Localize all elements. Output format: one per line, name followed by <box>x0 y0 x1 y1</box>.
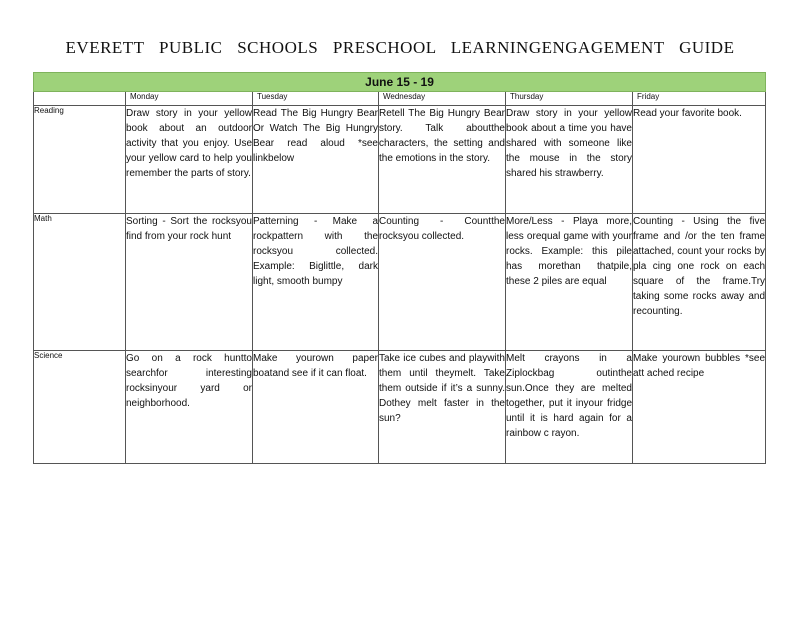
week-header <box>34 73 766 92</box>
table-row-math <box>34 214 766 351</box>
engagement-guide-table <box>33 72 766 464</box>
corner-cell <box>34 92 126 106</box>
activity-science-monday: Go on a rock huntto searchfor interesting rocksinyour yard or neighborhood. <box>126 351 253 464</box>
subject-math: Math <box>34 214 126 351</box>
table-row-science <box>34 351 766 464</box>
activity-math-friday: Counting - Using the five frame and /or the ten frame attached, count your rocks by pla cing one rock on each square of the frame.Try taking some rocks away and recounting. <box>633 214 766 351</box>
day-header-wednesday: Wednesday <box>379 92 506 106</box>
subject-science: Science <box>34 351 126 464</box>
activity-reading-thursday: Draw story in your yellow book about a time you have shared with someone like the mouse in the story shared his strawberry. <box>506 106 633 214</box>
activity-reading-wednesday: Retell The Big Hungry Bear story. Talk aboutthe characters, the setting and the emotions in the story. <box>379 106 506 214</box>
day-header-row <box>34 92 766 106</box>
activity-science-tuesday: Make yourown paper boatand see if it can float. <box>253 351 379 464</box>
activity-math-monday: Sorting - Sort the rocksyou find from your rock hunt <box>126 214 253 351</box>
day-header-tuesday: Tuesday <box>253 92 379 106</box>
day-header-thursday: Thursday <box>506 92 633 106</box>
activity-science-wednesday: Take ice cubes and playwith them until theymelt. Take them outside if it’s a sunny. Dothey melt faster in the sun? <box>379 351 506 464</box>
activity-reading-monday: Draw story in your yellow book about an outdoor activity that you enjoy. Use your yellow card to help you remember the parts of story. <box>126 106 253 214</box>
activity-math-thursday: More/Less - Playa more, less orequal game with your rocks. Example: this pile has morethan thatpile, these 2 piles are equal <box>506 214 633 351</box>
subject-reading: Reading <box>34 106 126 214</box>
day-header-monday: Monday <box>126 92 253 106</box>
table-row-reading <box>34 106 766 214</box>
activity-math-wednesday: Counting - Countthe rocksyou collected. <box>379 214 506 351</box>
week-header-row <box>34 73 766 92</box>
activity-science-friday: Make yourown bubbles *see att ached recipe <box>633 351 766 464</box>
week-label: June 15 - 19 <box>365 75 434 89</box>
activity-reading-tuesday: Read The Big Hungry Bear Or Watch The Big Hungry Bear read aloud *see linkbelow <box>253 106 379 214</box>
day-header-friday: Friday <box>633 92 766 106</box>
activity-science-thursday: Melt crayons in a Ziplockbag outinthe sun.Once they are melted together, put it inyour fridge until it is hard again for a rainbow c rayon. <box>506 351 633 464</box>
activity-math-tuesday: Patterning - Make a rockpattern with the rocksyou collected. Example: Biglittle, dark light, smooth bumpy <box>253 214 379 351</box>
activity-reading-friday: Read your favorite book. <box>633 106 766 214</box>
page-title: EVERETT PUBLIC SCHOOLS PRESCHOOL LEARNINGENGAGEMENT GUIDE <box>65 38 735 57</box>
